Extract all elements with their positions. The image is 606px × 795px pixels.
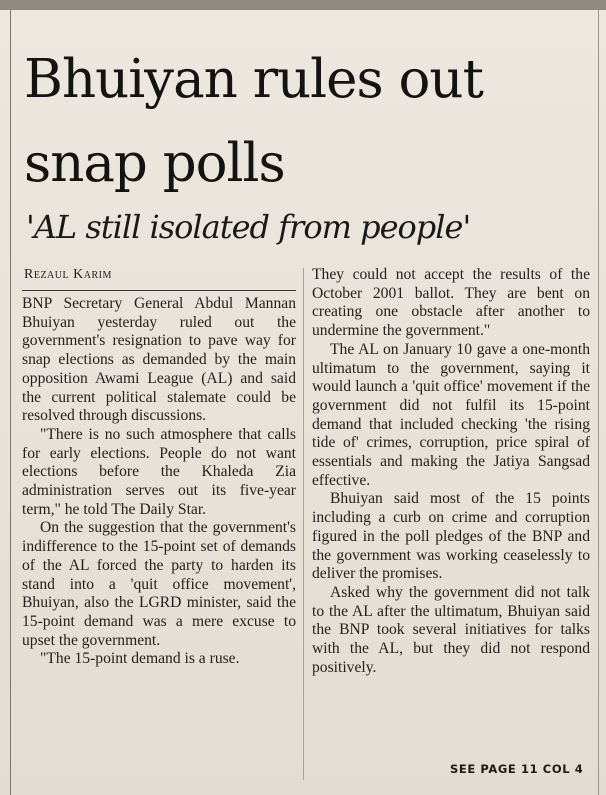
column-right xyxy=(312,266,590,677)
paragraph: They could not accept the results of the October 2001 ballot. They are bent on creating one obstacle after another to undermine the government." xyxy=(312,266,590,340)
paragraph: BNP Secretary General Abdul Mannan Bhuiyan yesterday ruled out the government's resignation to pave way for snap elections as demanded by the main opposition Awami League (AL) and said the current political stalemate could be resolved through discussions. xyxy=(22,295,296,425)
right-border-rule xyxy=(598,10,599,795)
paragraph: Bhuiyan said most of the 15 points including a curb on crime and corruption figured in the poll pledges of the BNP and the government was working ceaselessly to deliver the promises. xyxy=(312,490,590,583)
headline xyxy=(24,38,592,206)
paragraph: "The 15-point demand is a ruse. xyxy=(40,650,240,668)
column-left xyxy=(22,266,296,669)
headline-line-1: Bhuiyan rules out xyxy=(24,49,483,110)
headline-line-2: snap polls xyxy=(24,133,285,194)
byline: Rezaul Karim xyxy=(24,267,112,282)
paragraph: On the suggestion that the government's indifference to the 15-point set of demands of the AL forced the party to harden its stand into a 'quit office movement', Bhuiyan, also the LGRD minister, said the 15-point demand was a mere excuse to upset the government. xyxy=(22,519,296,649)
left-border-rule xyxy=(10,10,11,795)
byline-rule xyxy=(22,290,296,291)
subheadline: 'AL still isolated from people' xyxy=(26,208,471,246)
paragraph: The AL on January 10 gave a one-month ultimatum to the government, saying it would launch a 'quit office' movement if the government did not fulfil its 15-point demand that included checking 'the rising tide of' crimes, corruption, price spiral of essentials and making the Jatiya Sangsad effective. xyxy=(312,340,590,489)
column-divider xyxy=(303,268,304,780)
page-top-edge xyxy=(0,0,606,10)
paragraph: "There is no such atmosphere that calls for early elections. People do not want elections before the Khaleda Zia administration serves out its five-year term," he told The Daily Star. xyxy=(22,425,296,518)
continued-on-page-label: SEE PAGE 11 COL 4 xyxy=(450,762,584,776)
paragraph: Asked why the government did not talk to the AL after the ultimatum, Bhuiyan said the BNP took several initiatives for talks with the AL, but they did not respond positively. xyxy=(312,583,590,676)
